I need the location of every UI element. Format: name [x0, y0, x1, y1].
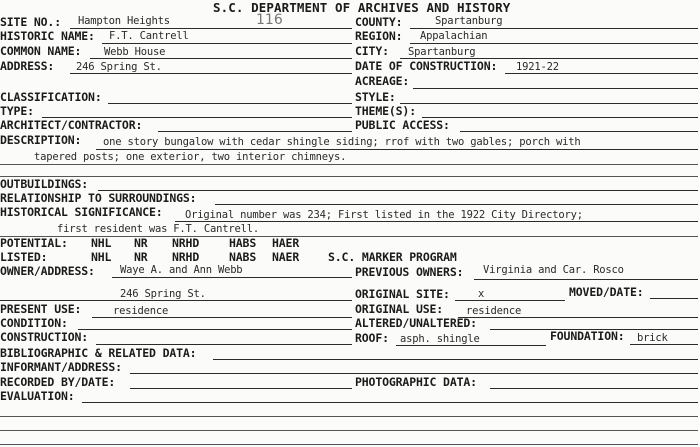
informant-line: [130, 373, 698, 374]
evaluation-line-4: [0, 444, 698, 445]
date-of-construction-label: DATE OF CONSTRUCTION:: [355, 59, 498, 73]
themes-label: THEME(S):: [355, 104, 416, 118]
construction-label: CONSTRUCTION:: [0, 330, 89, 344]
address-value: 246 Spring St.: [76, 61, 162, 73]
owner-address-label: OWNER/ADDRESS:: [0, 264, 95, 278]
previous-owners-value: Virginia and Car. Rosco: [483, 264, 624, 276]
date-of-construction-line: [505, 73, 698, 74]
relationship-label: RELATIONSHIP TO SURROUNDINGS:: [0, 191, 197, 205]
city-label: CITY:: [355, 44, 389, 58]
description-line-rule-1: [96, 149, 698, 150]
style-line: [400, 103, 698, 104]
site-no-label: SITE NO.:: [0, 15, 61, 29]
public-access-label: PUBLIC ACCESS:: [355, 118, 450, 132]
original-site-value: x: [478, 288, 485, 300]
original-site-line: [455, 300, 565, 301]
evaluation-line-3: [0, 430, 698, 431]
foundation-line: [630, 344, 698, 345]
condition-line: [78, 329, 352, 330]
marker-program-label: S.C. MARKER PROGRAM: [328, 250, 457, 264]
original-site-label: ORIGINAL SITE:: [355, 287, 450, 301]
owner-line: [112, 277, 352, 278]
potential-nrhd: NRHD: [172, 236, 200, 250]
original-use-line: [458, 317, 698, 318]
description-line-1: one story bungalow with cedar shingle siding; rrof with two gables; porch with: [103, 136, 581, 148]
significance-line-rule-1: [175, 221, 698, 222]
page-mark: 116: [256, 12, 283, 28]
historical-significance-label: HISTORICAL SIGNIFICANCE:: [0, 205, 163, 219]
owner-address-line: [0, 300, 352, 301]
potential-habs: HABS: [229, 236, 257, 250]
present-use-value: residence: [113, 305, 169, 317]
listed-nrhd: NRHD: [172, 250, 200, 264]
architect-label: ARCHITECT/CONTRACTOR:: [0, 118, 143, 132]
outbuildings-label: OUTBUILDINGS:: [0, 177, 89, 191]
recorded-by-line: [130, 388, 352, 389]
common-name-line: [90, 58, 352, 59]
potential-nr: NR: [134, 236, 148, 250]
county-line: [410, 28, 698, 29]
region-value: Appalachian: [420, 30, 488, 42]
description-line-2: tapered posts; one exterior, two interior chimneys.: [34, 151, 347, 163]
site-no-line: [70, 28, 352, 29]
owner-address-value: 246 Spring St.: [120, 288, 206, 300]
foundation-label: FOUNDATION:: [550, 329, 625, 343]
present-use-line: [92, 317, 352, 318]
form-title: S.C. DEPARTMENT OF ARCHIVES AND HISTORY: [213, 0, 511, 15]
public-access-line: [460, 131, 698, 132]
informant-label: INFORMANT/ADDRESS:: [0, 360, 122, 374]
type-label: TYPE:: [0, 104, 34, 118]
themes-line: [422, 117, 698, 118]
roof-line: [396, 345, 546, 346]
historic-name-label: HISTORIC NAME:: [0, 29, 95, 43]
previous-owners-line: [474, 279, 698, 280]
acreage-line: [413, 88, 698, 89]
classification-line: [108, 103, 352, 104]
description-line-rule-2: [0, 164, 698, 165]
significance-line-2: first resident was F.T. Cantrell.: [57, 223, 260, 235]
historic-name-line: [102, 43, 352, 44]
potential-nhl: NHL: [91, 236, 112, 250]
significance-line-1: Original number was 234; First listed in the 1922 City Directory;: [185, 209, 583, 221]
common-name-value: Webb House: [104, 46, 166, 58]
county-label: COUNTY:: [355, 15, 403, 29]
style-label: STYLE:: [355, 90, 396, 104]
evaluation-line-1: [82, 402, 698, 403]
original-use-value: residence: [466, 305, 522, 317]
listed-nhl: NHL: [91, 250, 112, 264]
address-label: ADDRESS:: [0, 59, 55, 73]
relationship-line: [215, 204, 698, 205]
region-label: REGION:: [355, 29, 403, 43]
acreage-label: ACREAGE:: [355, 74, 410, 88]
condition-label: CONDITION:: [0, 316, 68, 330]
moved-date-label: MOVED/DATE:: [569, 285, 644, 299]
site-no-value: Hampton Heights: [78, 15, 170, 27]
foundation-value: brick: [637, 332, 668, 344]
region-line: [410, 43, 698, 44]
evaluation-line-2: [0, 416, 698, 417]
roof-label: ROOF:: [355, 331, 389, 345]
altered-label: ALTERED/UNALTERED:: [355, 316, 477, 330]
listed-nr: NR: [134, 250, 148, 264]
architect-line: [158, 131, 352, 132]
photographic-data-line: [490, 388, 698, 389]
previous-owners-label: PREVIOUS OWNERS:: [355, 265, 464, 279]
photographic-data-label: PHOTOGRAPHIC DATA:: [355, 375, 477, 389]
description-label: DESCRIPTION:: [0, 133, 82, 147]
county-value: Spartanburg: [435, 15, 503, 27]
classification-label: CLASSIFICATION:: [0, 90, 102, 104]
evaluation-label: EVALUATION:: [0, 389, 75, 403]
moved-date-line: [650, 298, 698, 299]
construction-line: [96, 344, 352, 345]
city-value: Spartanburg: [408, 46, 476, 58]
historic-name-value: F.T. Cantrell: [109, 30, 189, 42]
listed-naer: NAER: [272, 250, 300, 264]
recorded-by-label: RECORDED BY/DATE:: [0, 375, 116, 389]
date-of-construction-value: 1921-22: [516, 61, 559, 73]
listed-nabs: NABS: [229, 250, 257, 264]
bibliographic-line: [213, 359, 698, 360]
description-line-rule-3: [0, 176, 698, 177]
potential-label: POTENTIAL:: [0, 236, 68, 250]
potential-haer: HAER: [272, 236, 300, 250]
address-line: [70, 73, 352, 74]
owner-value: Waye A. and Ann Webb: [120, 264, 243, 276]
present-use-label: PRESENT USE:: [0, 302, 82, 316]
bibliographic-label: BIBLIOGRAPHIC & RELATED DATA:: [0, 346, 197, 360]
original-use-label: ORIGINAL USE:: [355, 302, 444, 316]
roof-value: asph. shingle: [400, 333, 480, 345]
listed-label: LISTED:: [0, 250, 48, 264]
common-name-label: COMMON NAME:: [0, 44, 82, 58]
